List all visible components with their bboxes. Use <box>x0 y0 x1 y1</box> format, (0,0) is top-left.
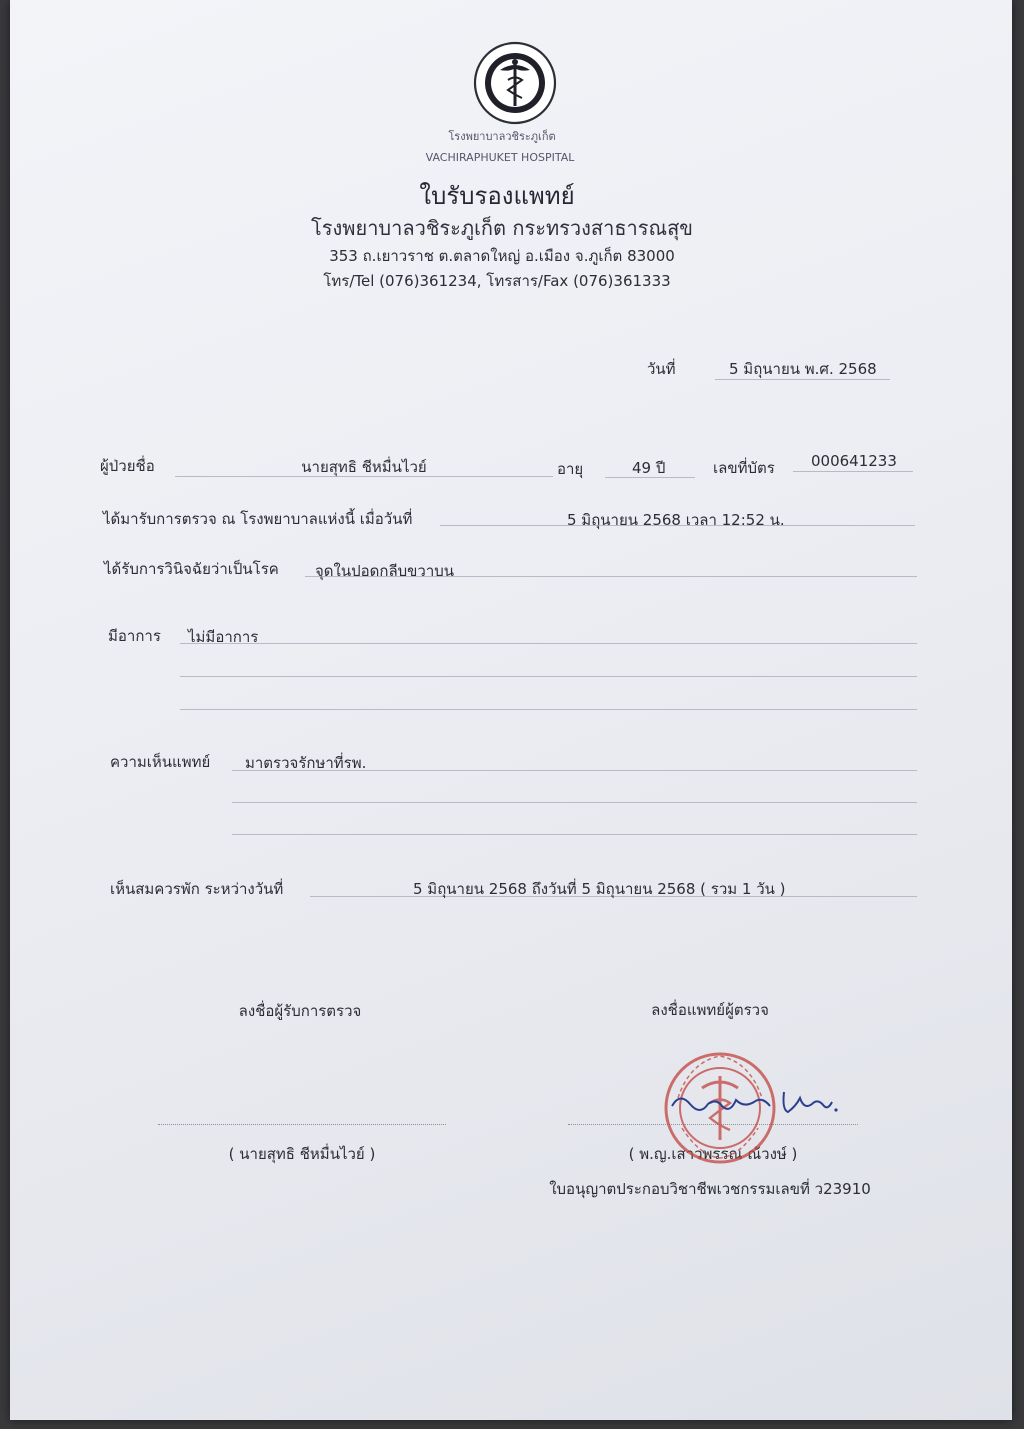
date-value: 5 มิถุนายน พ.ศ. 2568 <box>729 360 877 378</box>
symptoms-value: ไม่มีอาการ <box>188 628 259 646</box>
rest-period-value: 5 มิถุนายน 2568 ถึงวันที่ 5 มิถุนายน 2568 ( รวม 1 วัน ) <box>413 880 786 898</box>
symptoms-underline-1 <box>180 643 917 644</box>
diagnosis-value: จุดในปอดกลีบขวาบน <box>315 562 455 580</box>
opinion-underline-2 <box>232 802 917 803</box>
patient-printed-name: ( นายสุทธิ ชีหมื่นไวย์ ) <box>228 1145 376 1163</box>
medical-certificate-page <box>10 0 1012 1420</box>
patient-name-label: ผู้ป่วยชื่อ <box>100 457 155 475</box>
id-underline <box>793 471 913 472</box>
document-subtitle: โรงพยาบาลวชิระภูเก็ต กระทรวงสาธารณสุข <box>311 216 693 240</box>
doctor-signature-label: ลงชื่อแพทย์ผู้ตรวจ <box>651 1001 769 1019</box>
rest-period-label: เห็นสมควรพัก ระหว่างวันที่ <box>110 880 284 898</box>
hospital-address: 353 ถ.เยาวราช ต.ตลาดใหญ่ อ.เมือง จ.ภูเก็ต 83000 <box>329 247 675 265</box>
patient-name-value: นายสุทธิ ชีหมื่นไวย์ <box>301 458 427 476</box>
symptoms-label: มีอาการ <box>108 627 161 645</box>
age-label: อายุ <box>557 460 584 478</box>
diagnosis-label: ได้รับการวินิจฉัยว่าเป็นโรค <box>104 560 279 578</box>
age-value: 49 ปี <box>632 459 666 477</box>
hospital-name-english: VACHIRAPHUKET HOSPITAL <box>425 151 575 164</box>
date-underline <box>715 379 890 380</box>
patient-signature-line <box>158 1124 446 1125</box>
doctor-license: ใบอนุญาตประกอบวิชาชีพเวชกรรมเลขที่ ว23910 <box>549 1180 871 1198</box>
patient-signature-label: ลงชื่อผู้รับการตรวจ <box>238 1002 362 1020</box>
doctor-handwritten-signature <box>666 1084 846 1124</box>
id-value: 000641233 <box>811 452 897 470</box>
id-label: เลขที่บัตร <box>713 459 775 477</box>
symptoms-underline-3 <box>180 709 917 710</box>
document-title: ใบรับรองแพทย์ <box>419 182 575 210</box>
doctor-printed-name: ( พ.ญ.เสาวพรรณ ณ้วงษ์ ) <box>628 1145 798 1163</box>
opinion-underline-3 <box>232 834 917 835</box>
opinion-value: มาตรวจรักษาที่รพ. <box>245 754 367 772</box>
ministry-seal-icon <box>470 38 560 128</box>
exam-value: 5 มิถุนายน 2568 เวลา 12:52 น. <box>567 511 785 529</box>
opinion-label: ความเห็นแพทย์ <box>110 753 211 771</box>
symptoms-underline-2 <box>180 676 917 677</box>
exam-label: ได้มารับการตรวจ ณ โรงพยาบาลแห่งนี้ เมื่อวันที่ <box>103 510 413 528</box>
date-label: วันที่ <box>647 360 676 378</box>
hospital-contact: โทร/Tel (076)361234, โทรสาร/Fax (076)361333 <box>323 272 671 290</box>
hospital-name-thai-small: โรงพยาบาลวชิระภูเก็ต <box>448 130 556 143</box>
